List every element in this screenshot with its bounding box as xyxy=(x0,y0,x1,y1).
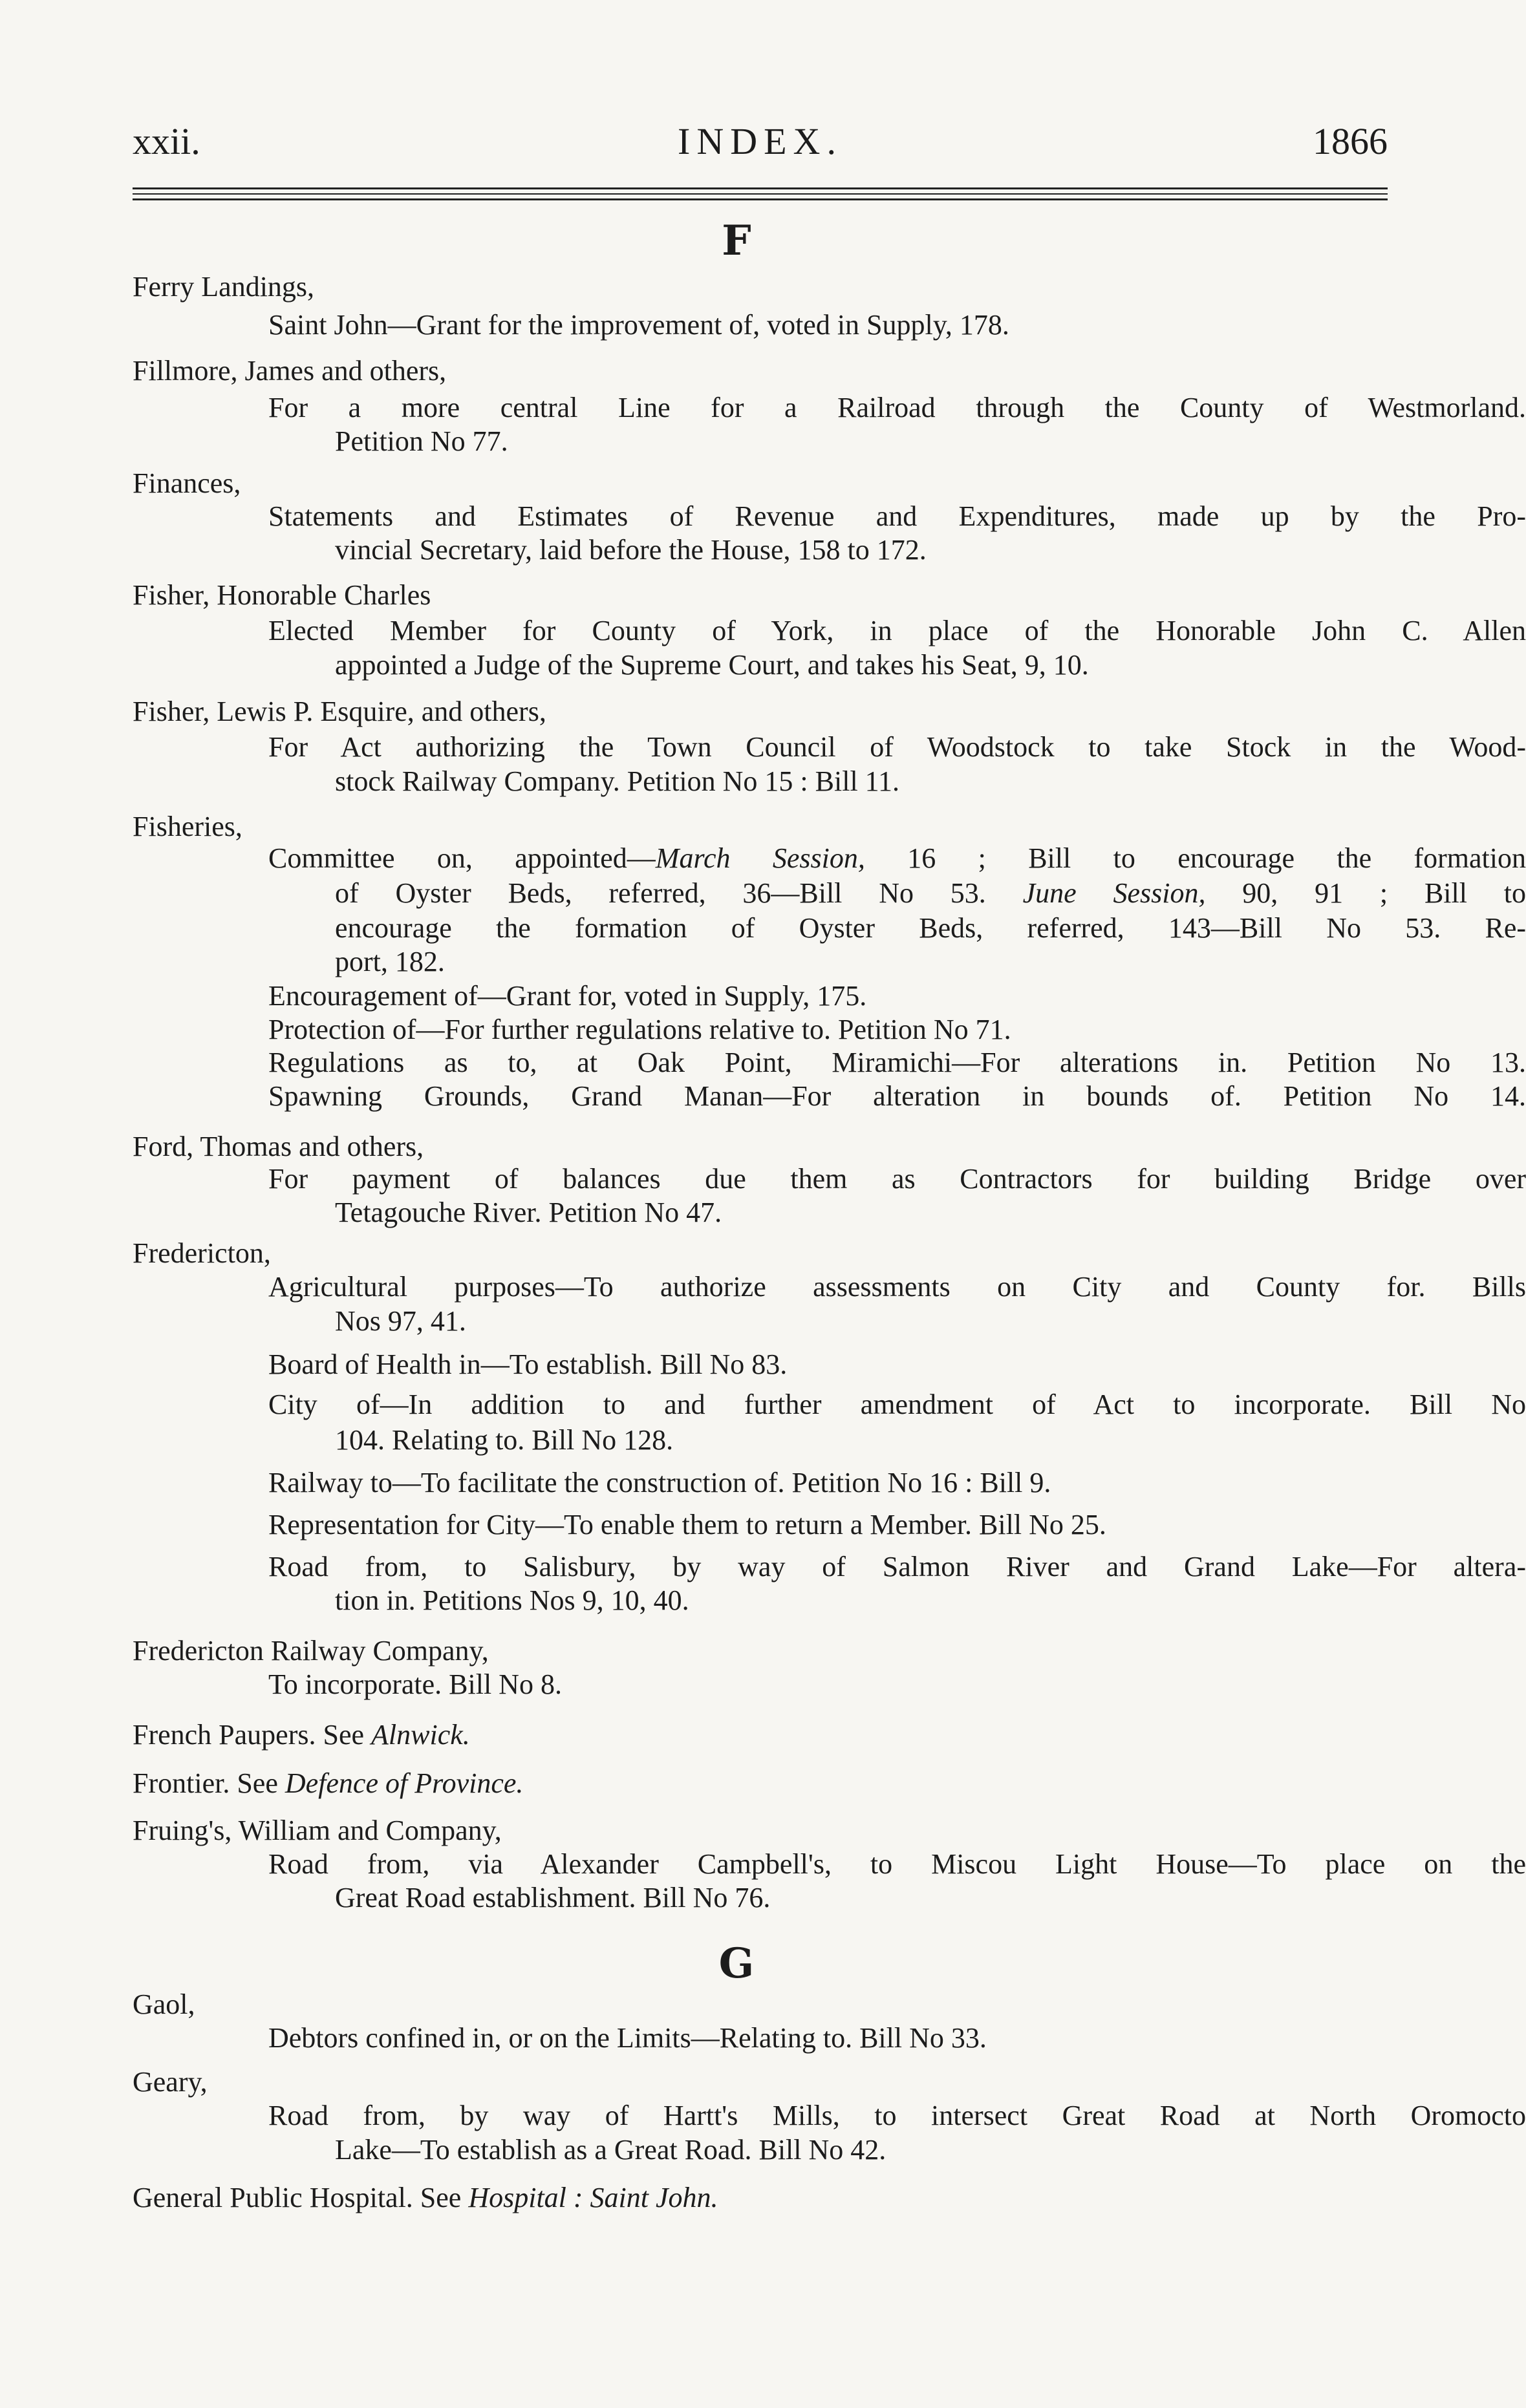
entry-heading: Gaol, xyxy=(133,1988,195,2020)
entry-line: appointed a Judge of the Supreme Court, and takes his Seat, 9, 10. xyxy=(335,649,1089,681)
entry-line: Encouragement of—Grant for, voted in Supply, 175. xyxy=(268,980,867,1012)
entry-line: Road from, via Alexander Campbell's, to Miscou Light House—To place on the xyxy=(268,1848,1526,1880)
entry-heading: Fisheries, xyxy=(133,811,242,842)
cross-reference: Alnwick. xyxy=(371,1719,470,1751)
entry-line: Lake—To establish as a Great Road. Bill No 42. xyxy=(335,2134,887,2166)
entry-line: Regulations as to, at Oak Point, Miramichi—For alterations in. Petition No 13. xyxy=(268,1047,1526,1078)
entry-heading: Fisher, Honorable Charles xyxy=(133,579,431,611)
entry-line: encourage the formation of Oyster Beds, referred, 143—Bill No 53. Re- xyxy=(335,912,1526,944)
entry-line: For payment of balances due them as Contractors for building Bridge over xyxy=(268,1163,1526,1195)
entry-line: Board of Health in—To establish. Bill No 83. xyxy=(268,1348,788,1380)
entry-line: Tetagouche River. Petition No 47. xyxy=(335,1197,722,1228)
entry-heading: Fredericton, xyxy=(133,1237,271,1269)
year: 1866 xyxy=(1313,120,1388,162)
entry-heading: Fruing's, William and Company, xyxy=(133,1815,502,1846)
entry-line: To incorporate. Bill No 8. xyxy=(268,1668,562,1700)
page-number: xxii. xyxy=(133,120,200,162)
entry-heading: Fisher, Lewis P. Esquire, and others, xyxy=(133,696,546,727)
entry-line: Petition No 77. xyxy=(335,425,508,457)
entry-heading: French Paupers. See Alnwick. xyxy=(133,1719,470,1751)
entry-heading: Ford, Thomas and others, xyxy=(133,1131,424,1162)
entry-line: tion in. Petitions Nos 9, 10, 40. xyxy=(335,1584,689,1616)
entry-line: Elected Member for County of York, in place of the Honorable John C. Allen xyxy=(268,615,1526,646)
entry-line: port, 182. xyxy=(335,946,445,977)
running-head xyxy=(133,120,1388,171)
entry-line: Protection of—For further regulations relative to. Petition No 71. xyxy=(268,1014,1011,1045)
entry-heading: Ferry Landings, xyxy=(133,271,315,303)
entry-heading: Frontier. See Defence of Province. xyxy=(133,1767,524,1799)
entry-line: Road from, by way of Hartt's Mills, to intersect Great Road at North Oromocto xyxy=(268,2100,1526,2131)
header-rule-top xyxy=(133,187,1388,189)
entry-heading: Finances, xyxy=(133,467,241,499)
entry-line: of Oyster Beds, referred, 36—Bill No 53. June Session, 90, 91 ; Bill to xyxy=(335,877,1526,909)
entry-line: vincial Secretary, laid before the House, 158 to 172. xyxy=(335,534,927,566)
entry-line: Agricultural purposes—To authorize assessments on City and County for. Bills xyxy=(268,1271,1526,1303)
header-rule-bottom xyxy=(133,198,1388,200)
entry-heading: Fredericton Railway Company, xyxy=(133,1635,489,1667)
cross-reference: Hospital : Saint John. xyxy=(468,2182,718,2213)
entry-heading: General Public Hospital. See Hospital : Saint John. xyxy=(133,2182,718,2213)
page-title: INDEX. xyxy=(678,120,843,162)
entry-line: Road from, to Salisbury, by way of Salmon River and Grand Lake—For altera- xyxy=(268,1551,1526,1582)
entry-line: stock Railway Company. Petition No 15 : Bill 11. xyxy=(335,765,900,797)
entry-line: Saint John—Grant for the improvement of, voted in Supply, 178. xyxy=(268,309,1009,341)
section-letter-g: G xyxy=(718,1939,755,1988)
entry-line: Debtors confined in, or on the Limits—Relating to. Bill No 33. xyxy=(268,2022,987,2054)
entry-line: Committee on, appointed—March Session, 16 ; Bill to encourage the formation xyxy=(268,842,1526,874)
entry-line: 104. Relating to. Bill No 128. xyxy=(335,1424,674,1456)
entry-line: For Act authorizing the Town Council of Woodstock to take Stock in the Wood- xyxy=(268,731,1526,763)
section-letter-f: F xyxy=(722,217,751,265)
entry-line: City of—In addition to and further amendment of Act to incorporate. Bill No xyxy=(268,1389,1526,1420)
entry-heading: Geary, xyxy=(133,2066,208,2098)
entry-line: Spawning Grounds, Grand Manan—For alteration in bounds of. Petition No 14. xyxy=(268,1080,1526,1112)
entry-line: Railway to—To facilitate the construction of. Petition No 16 : Bill 9. xyxy=(268,1467,1051,1498)
header-rule-middle xyxy=(133,193,1388,195)
entry-line: Great Road establishment. Bill No 76. xyxy=(335,1882,771,1913)
cross-reference: Defence of Province. xyxy=(285,1767,524,1799)
entry-line: For a more central Line for a Railroad through the County of Westmorland. xyxy=(268,392,1526,423)
entry-line: Representation for City—To enable them to return a Member. Bill No 25. xyxy=(268,1509,1106,1540)
entry-heading: Fillmore, James and others, xyxy=(133,355,447,387)
entry-line: Nos 97, 41. xyxy=(335,1305,466,1337)
entry-line: Statements and Estimates of Revenue and Expenditures, made up by the Pro- xyxy=(268,500,1526,532)
